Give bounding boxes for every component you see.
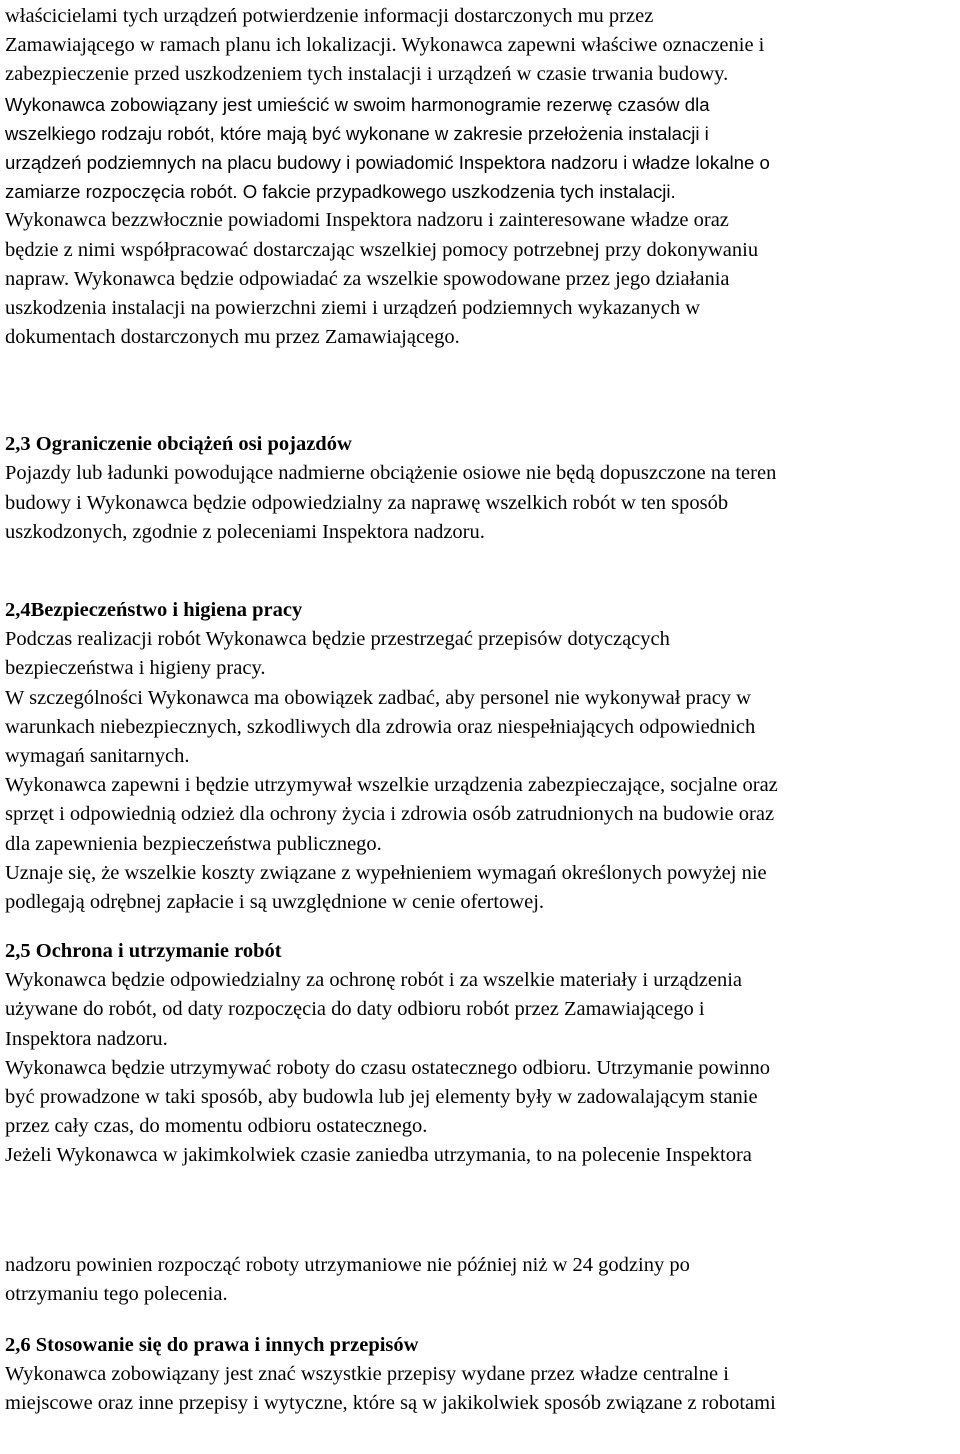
text-line: Wykonawca zobowiązany jest umieścić w swoim harmonogramie rezerwę czasów dla (5, 93, 710, 115)
text-line: Pojazdy lub ładunki powodujące nadmierne obciążenie osiowe nie będą dopuszczone na teren (5, 462, 777, 485)
text-line: Wykonawca będzie odpowiedzialny za ochronę robót i za wszelkie materiały i urządzenia (5, 969, 742, 992)
intro-paragraph (5, 2, 960, 352)
section-heading: 2,5 Ochrona i utrzymanie robót (5, 940, 282, 963)
text-line: Uznaje się, że wszelkie koszty związane z wypełnieniem wymagań określonych powyżej nie (5, 861, 767, 884)
spacer (5, 547, 960, 596)
text-line: przez cały czas, do momentu odbioru ostatecznego. (5, 1115, 428, 1138)
text-line: nadzoru powinien rozpocząć roboty utrzymaniowe nie później niż w 24 godziny po (5, 1253, 690, 1276)
text-line: zabezpieczenie przed uszkodzeniem tych instalacji i urządzeń w czasie trwania budowy. (5, 63, 729, 86)
text-line: bezpieczeństwa i higieny pracy. (5, 657, 266, 680)
text-line: Wykonawca będzie utrzymywać roboty do czasu ostatecznego odbioru. Utrzymanie powinno (5, 1056, 770, 1079)
text-line: uszkodzonych, zgodnie z poleceniami Inspektora nadzoru. (5, 520, 485, 543)
text-line: budowy i Wykonawca będzie odpowiedzialny za naprawę wszelkich robót w ten sposób (5, 491, 729, 514)
text-line: Wykonawca zapewni i będzie utrzymywał wszelkie urządzenia zabezpieczające, socjalne oraz (5, 774, 778, 797)
text-line: zamiarze rozpoczęcia robót. O fakcie przypadkowego uszkodzenia tych instalacji. (5, 181, 676, 203)
text-line: napraw. Wykonawca będzie odpowiadać za wszelkie spowodowane przez jego działania (5, 267, 730, 290)
text-line: będzie z nimi współpracować dostarczając wszelkiej pomocy potrzebnej przy dokonywaniu (5, 238, 759, 261)
text-line: Wykonawca zobowiązany jest znać wszystkie przepisy wydane przez władze centralne i (5, 1363, 729, 1386)
text-line: otrzymaniu tego polecenia. (5, 1282, 228, 1305)
text-line: używane do robót, od daty rozpoczęcia do daty odbioru robót przez Zamawiającego i (5, 998, 705, 1021)
section-2-5 (5, 937, 960, 1309)
text-line: Zamawiającego w ramach planu ich lokalizacji. Wykonawca zapewni właściwe oznaczenie i (5, 34, 765, 57)
document-page (5, 2, 960, 1419)
text-line: właścicielami tych urządzeń potwierdzenie informacji dostarczonych mu przez (5, 5, 654, 27)
section-2-6 (5, 1331, 960, 1419)
text-line: dla zapewnienia bezpieczeństwa publicznego. (5, 832, 382, 855)
text-line: Wykonawca bezzwłocznie powiadomi Inspektora nadzoru i zainteresowane władze oraz (5, 209, 729, 232)
section-heading: 2,6 Stosowanie się do prawa i innych przepisów (5, 1333, 419, 1356)
text-line: W szczególności Wykonawca ma obowiązek zadbać, aby personel nie wykonywał pracy w (5, 686, 751, 709)
text-line: wszelkiego rodzaju robót, które mają być wykonane w zakresie przełożenia instalacji i (5, 122, 709, 144)
text-line: Inspektora nadzoru. (5, 1027, 168, 1050)
section-heading: 2,4Bezpieczeństwo i higiena pracy (5, 599, 303, 621)
section-2-3 (5, 430, 960, 547)
page-break-spacer (5, 1171, 960, 1251)
spacer (5, 1309, 960, 1331)
section-2-4 (5, 596, 960, 917)
text-line: sprzęt i odpowiednią odzież dla ochrony życia i zdrowia osób zatrudnionych na budowie oraz (5, 803, 775, 826)
text-line: miejscowe oraz inne przepisy i wytyczne, które są w jakikolwiek sposób związane z robotami (5, 1392, 776, 1415)
text-line: uszkodzenia instalacji na powierzchni ziemi i urządzeń podziemnych wykazanych w (5, 296, 701, 319)
text-line: Jeżeli Wykonawca w jakimkolwiek czasie zaniedba utrzymania, to na polecenie Inspektora (5, 1144, 752, 1167)
spacer (5, 352, 960, 430)
text-line: podlegają odrębnej zapłacie i są uwzględnione w cenie ofertowej. (5, 890, 545, 913)
spacer (5, 917, 960, 937)
text-line: być prowadzone w taki sposób, aby budowla lub jej elementy były w zadowalającym stanie (5, 1086, 758, 1108)
text-line: warunkach niebezpiecznych, szkodliwych dla zdrowia oraz niespełniających odpowiednich (5, 715, 756, 738)
text-line: dokumentach dostarczonych mu przez Zamawiającego. (5, 326, 460, 349)
text-line: urządzeń podziemnych na placu budowy i powiadomić Inspektora nadzoru i władze lokalne o (5, 151, 770, 173)
section-heading: 2,3 Ograniczenie obciążeń osi pojazdów (5, 433, 352, 456)
text-line: wymagań sanitarnych. (5, 744, 190, 767)
text-line: Podczas realizacji robót Wykonawca będzie przestrzegać przepisów dotyczących (5, 628, 670, 651)
